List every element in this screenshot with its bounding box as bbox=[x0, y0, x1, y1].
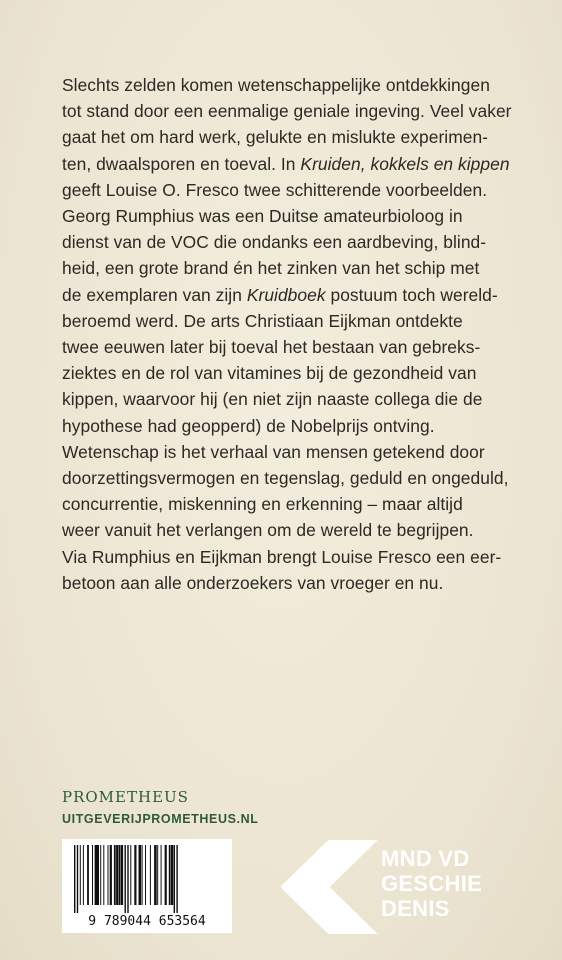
blurb-line: heid, een grote brand én het zinken van het schip met bbox=[62, 258, 480, 279]
book-title-italic: Kruiden, kokkels en kippen bbox=[300, 153, 510, 174]
publisher-logo: PROMETHEUS bbox=[62, 788, 189, 806]
blurb-line: kippen, waarvoor hij (en niet zijn naaste collega die de bbox=[62, 389, 483, 410]
kruidboek-italic: Kruidboek bbox=[246, 284, 326, 305]
blurb-line: tot stand door een eenmalige geniale ingeving. Veel vaker bbox=[62, 101, 512, 122]
series-logo bbox=[275, 838, 562, 936]
blurb-line: twee eeuwen later bij toeval het bestaan van gebreks- bbox=[62, 337, 481, 358]
chevron-left-icon bbox=[281, 840, 377, 934]
blurb-line: hypothese had geopperd) de Nobelprijs ontving. bbox=[62, 415, 435, 436]
blurb-line: dienst van de VOC die ondanks een aardbeving, blind- bbox=[62, 232, 487, 253]
blurb-line: de exemplaren van zijn Kruidboek postuum toch wereld- bbox=[62, 284, 498, 305]
series-name bbox=[381, 846, 482, 921]
blurb-line: Georg Rumphius was een Duitse amateurbioloog in bbox=[62, 206, 463, 227]
blurb-line: Wetenschap is het verhaal van mensen getekend door bbox=[62, 441, 485, 462]
isbn-barcode bbox=[62, 839, 232, 933]
series-line: DENIS bbox=[381, 896, 450, 921]
blurb-line: concurrentie, miskenning en erkenning – maar altijd bbox=[62, 494, 463, 515]
series-line: MND VD bbox=[381, 846, 470, 871]
back-cover-blurb bbox=[62, 72, 522, 596]
series-line: GESCHIE bbox=[381, 871, 483, 896]
blurb-line: gaat het om hard werk, gelukte en mislukte experimen- bbox=[62, 127, 489, 148]
blurb-line: Via Rumphius en Eijkman brengt Louise Fresco een eer- bbox=[62, 546, 502, 567]
blurb-line: Slechts zelden komen wetenschappelijke ontdekkingen bbox=[62, 75, 490, 95]
blurb-line: beroemd werd. De arts Christiaan Eijkman ontdekte bbox=[62, 310, 463, 331]
blurb-line: geeft Louise O. Fresco twee schitterende voorbeelden. bbox=[62, 179, 488, 200]
blurb-line: weer vanuit het verlangen om de wereld te begrijpen. bbox=[62, 520, 474, 541]
blurb-line: doorzettingsvermogen en tegenslag, geduld en ongeduld, bbox=[62, 468, 509, 489]
isbn-number: 9 789044 653564 bbox=[88, 914, 206, 929]
blurb-line: betoon aan alle onderzoekers van vroeger en nu. bbox=[62, 572, 444, 593]
blurb-line: ten, dwaalsporen en toeval. In Kruiden, kokkels en kippen bbox=[62, 153, 510, 174]
barcode-bars bbox=[68, 845, 226, 913]
publisher-website[interactable]: UITGEVERIJPROMETHEUS.NL bbox=[62, 812, 259, 826]
blurb-line: ziektes en de rol van vitamines bij de gezondheid van bbox=[62, 363, 477, 384]
